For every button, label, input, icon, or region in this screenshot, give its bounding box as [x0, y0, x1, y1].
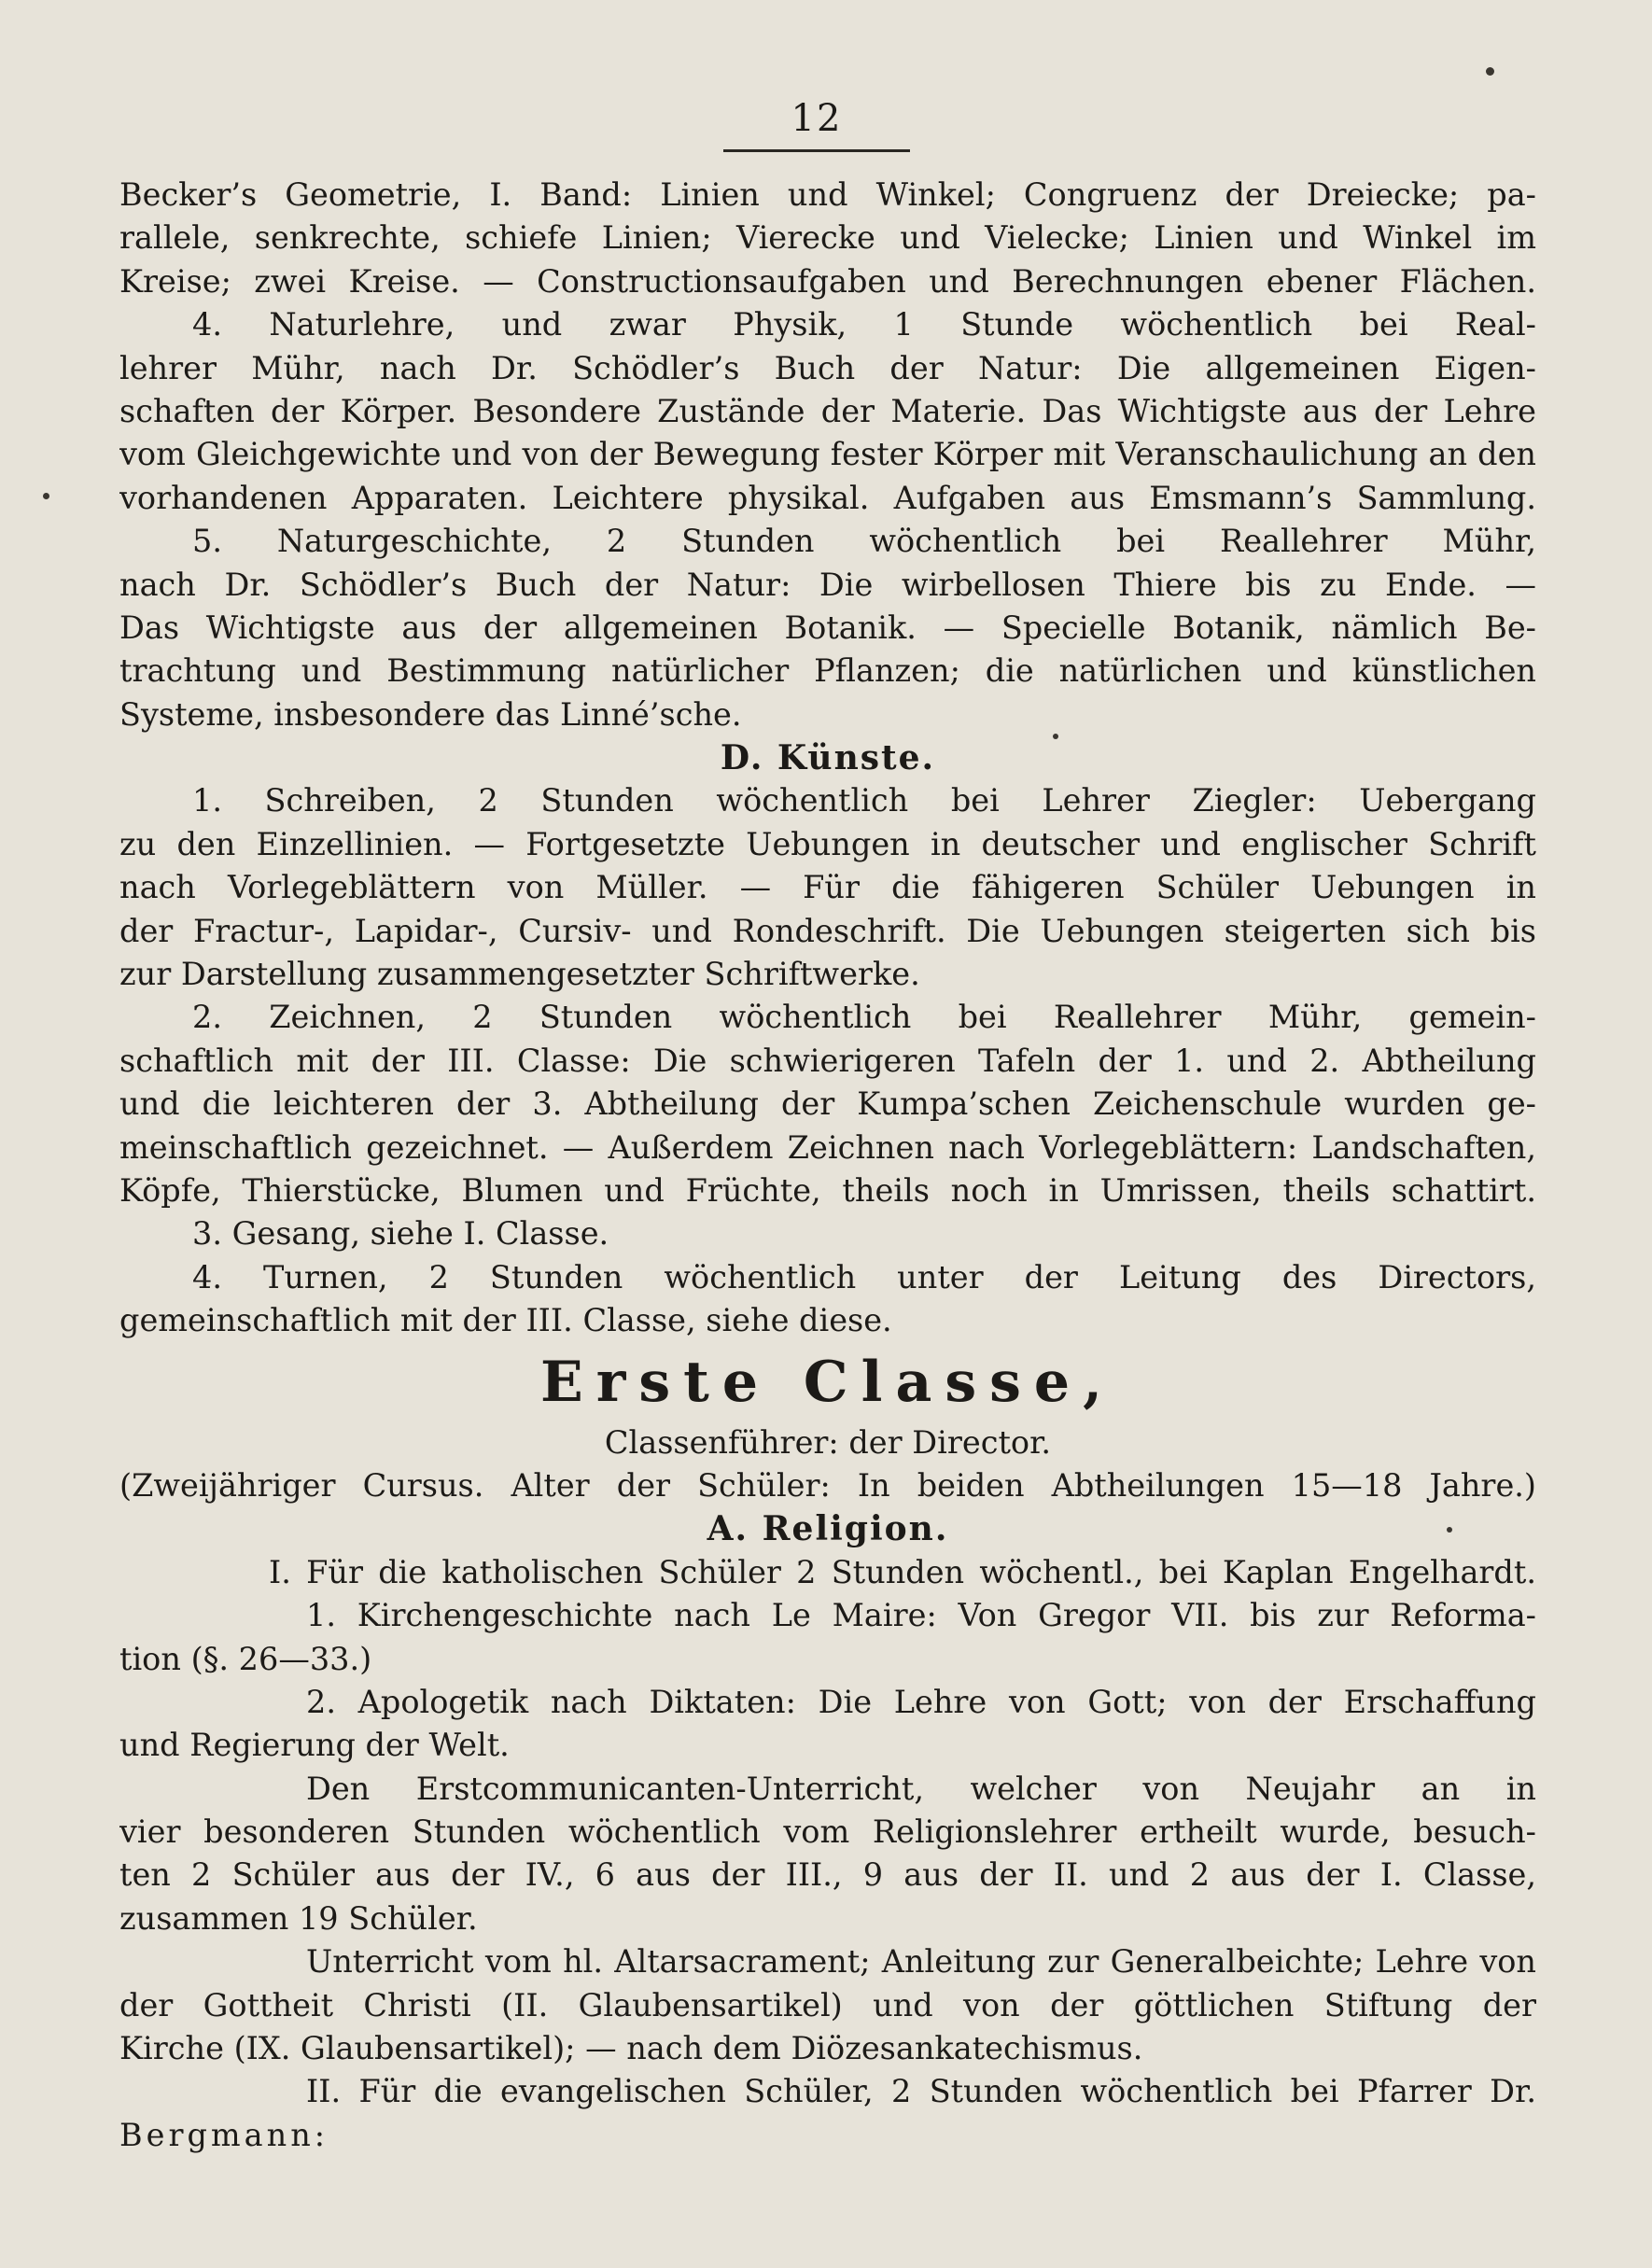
class-title: Erste Classe, [540, 1349, 1115, 1415]
text-line: gemeinschaftlich mit der III. Classe, siehe diese. [119, 1302, 892, 1339]
body-text [119, 174, 1536, 2157]
text-line: I. Für die katholischen Schüler 2 Stunden wöchentl., bei Kaplan Engelhardt. [269, 1553, 1536, 1590]
text-line: Unterricht vom hl. Altarsacrament; Anleitung zur Generalbeichte; Lehre von [306, 1943, 1536, 1981]
text-line: Becker’s Geometrie, I. Band: Linien und Winkel; Congruenz der Dreiecke; pa- [119, 176, 1536, 213]
text-line: II. Für die evangelischen Schüler, 2 Stunden wöchentlich bei Pfarrer Dr. [306, 2073, 1536, 2110]
text-line: vier besonderen Stunden wöchentlich vom Religionslehrer ertheilt wurde, besuch- [119, 1813, 1536, 1851]
text-line: 4. Naturlehre, und zwar Physik, 1 Stunde wöchentlich bei Real- [192, 306, 1536, 343]
text-line: der Fractur-, Lapidar-, Cursiv- und Rondeschrift. Die Uebungen steigerten sich bis [119, 912, 1536, 949]
text-line: zu den Einzellinien. — Fortgesetzte Uebungen in deutscher und englischer Schrift [119, 825, 1536, 862]
text-line: tion (§. 26—33.) [119, 1640, 372, 1677]
page-number: 12 [791, 97, 843, 140]
text-line: zur Darstellung zusammengesetzter Schriftwerke. [119, 956, 920, 993]
section-heading-religion: A. Religion. [707, 1509, 949, 1549]
text-line: ten 2 Schüler aus der IV., 6 aus der III., 9 aus der II. und 2 aus der I. Classe, [119, 1856, 1536, 1894]
text-line: Das Wichtigste aus der allgemeinen Botanik. — Specielle Botanik, nämlich Be- [119, 609, 1536, 646]
class-leader-line: Classenführer: der Director. [604, 1423, 1052, 1461]
text-line: lehrer Mühr, nach Dr. Schödler’s Buch der Natur: Die allgemeinen Eigen- [119, 349, 1536, 386]
text-line: 4. Turnen, 2 Stunden wöchentlich unter der Leitung des Directors, [192, 1258, 1536, 1295]
text-line: Kreise; zwei Kreise. — Constructionsaufgaben und Berechnungen ebener Flächen. [119, 262, 1536, 300]
text-line: Systeme, insbesondere das Linné’sche. [119, 695, 742, 733]
text-line: Kirche (IX. Glaubensartikel); — nach dem Diözesankatechismus. [119, 2030, 1143, 2067]
text-line: rallele, senkrechte, schiefe Linien; Vierecke und Vielecke; Linien und Winkel im [119, 219, 1536, 257]
text-line: schaften der Körper. Besondere Zustände der Materie. Das Wichtigste aus der Lehre [119, 392, 1536, 429]
text-line: Köpfe, Thierstücke, Blumen und Früchte, theils noch in Umrissen, theils schattirt. [119, 1171, 1536, 1209]
text-line: 5. Naturgeschichte, 2 Stunden wöchentlich bei Reallehrer Mühr, [192, 523, 1536, 560]
ink-speck [1447, 1527, 1452, 1533]
text-line: 1. Schreiben, 2 Stunden wöchentlich bei Lehrer Ziegler: Uebergang [192, 782, 1536, 819]
text-line: nach Vorlegeblättern von Müller. — Für die fähigeren Schüler Uebungen in [119, 869, 1536, 906]
page-number-rule [723, 149, 910, 152]
text-line: Den Erstcommunicanten-Unterricht, welcher von Neujahr an in [306, 1770, 1536, 1807]
text-line: schaftlich mit der III. Classe: Die schwierigeren Tafeln der 1. und 2. Abtheilung [119, 1042, 1536, 1079]
text-line: der Gottheit Christi (II. Glaubensartikel) und von der göttlichen Stiftung der [119, 1986, 1536, 2023]
text-line: 2. Zeichnen, 2 Stunden wöchentlich bei Reallehrer Mühr, gemein- [192, 999, 1536, 1036]
text-line: 3. Gesang, siehe I. Classe. [192, 1215, 609, 1253]
text-line: zusammen 19 Schüler. [119, 1899, 478, 1937]
text-line: und Regierung der Welt. [119, 1727, 510, 1764]
ink-speck [1053, 734, 1058, 739]
ink-speck [1486, 67, 1494, 76]
text-line: 2. Apologetik nach Diktaten: Die Lehre von Gott; von der Erschaffung [306, 1683, 1536, 1720]
ink-speck [43, 493, 49, 499]
course-info-line: (Zweijähriger Cursus. Alter der Schüler: In beiden Abtheilungen 15—18 Jahre.) [119, 1466, 1536, 1504]
text-line: nach Dr. Schödler’s Buch der Natur: Die wirbellosen Thiere bis zu Ende. — [119, 566, 1536, 603]
text-line: und die leichteren der 3. Abtheilung der Kumpa’schen Zeichenschule wurden ge- [119, 1085, 1536, 1123]
text-line: 1. Kirchengeschichte nach Le Maire: Von Gregor VII. bis zur Reforma- [306, 1597, 1536, 1634]
text-line: vom Gleichgewichte und von der Bewegung fester Körper mit Veranschaulichung an den [119, 436, 1536, 473]
text-line: meinschaftlich gezeichnet. — Außerdem Zeichnen nach Vorlegeblättern: Landschaften, [119, 1128, 1536, 1166]
text-line: trachtung und Bestimmung natürlicher Pflanzen; die natürlichen und künstlichen [119, 652, 1536, 690]
text-line: Bergmann: [119, 2116, 329, 2153]
text-line: vorhandenen Apparaten. Leichtere physikal. Aufgaben aus Emsmann’s Sammlung. [119, 479, 1536, 516]
section-heading-kuenste: D. Künste. [720, 738, 936, 778]
